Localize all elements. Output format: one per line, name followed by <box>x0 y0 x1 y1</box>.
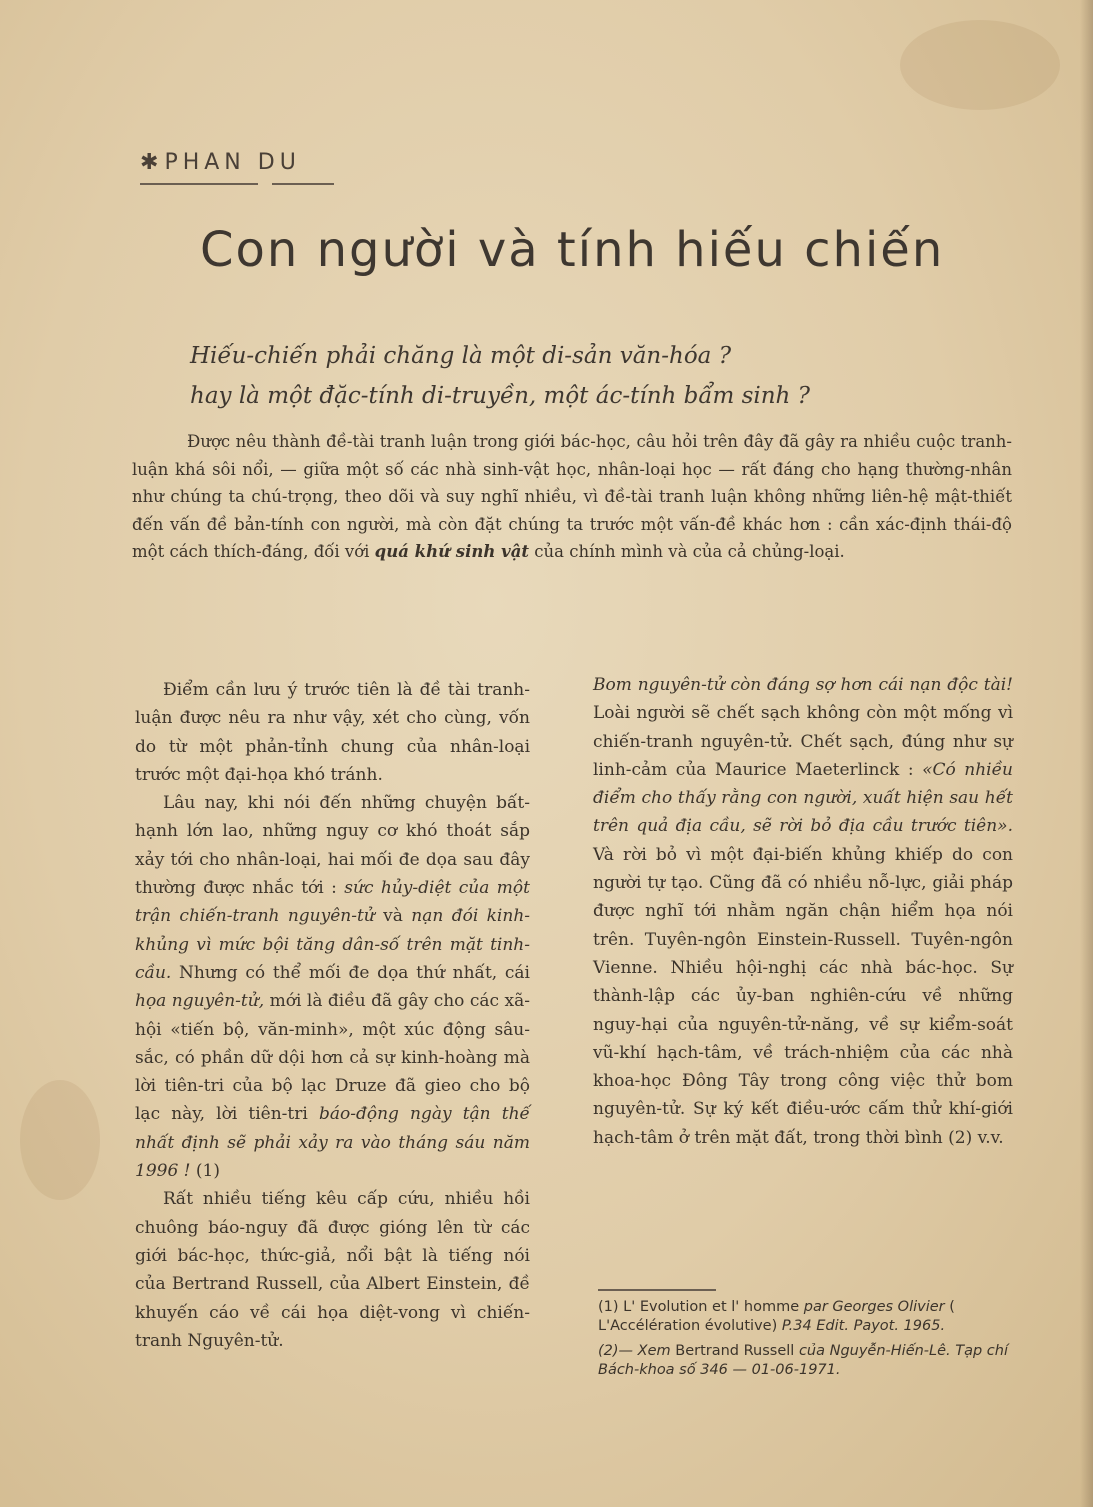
quote: «Có nhiều điểm cho thấy rằng con người, xuất hiện sau hết trên quả địa cầu, sẽ rời bỏ địa cầu trước tiên». <box>593 759 1013 837</box>
emphasis: báo-động ngày tận thế nhất định sẽ phải xảy ra vào tháng sáu năm 1996 ! <box>135 1104 530 1182</box>
footnote-1 <box>598 1298 1018 1336</box>
text-run: Nhưng có thể mối đe dọa thứ nhất, cái <box>179 962 530 983</box>
text-run: Bertrand Russell <box>675 1343 795 1359</box>
author-byline <box>140 150 301 175</box>
intro-text: của chính mình và của cả chủng-loại. <box>534 542 845 561</box>
footnote-rule <box>598 1289 716 1291</box>
paragraph <box>135 789 530 1185</box>
author-name: PHAN DU <box>164 150 301 175</box>
intro-paragraph <box>132 428 1012 566</box>
emphasis: họa nguyên-tử, <box>135 991 265 1012</box>
emphasis: sức hủy-diệt của một trận chiến-tranh nguyên-tử <box>135 878 530 927</box>
text-run: ( L'Accélération évolutive) <box>598 1299 955 1334</box>
author-underline <box>272 183 334 185</box>
footnote-ref: (1) <box>195 1161 220 1182</box>
author-underline <box>140 183 258 185</box>
text-run: mới là điều đã gây cho các xã-hội «tiến bộ, văn-minh», một xúc động sâu-sắc, có phần dữ dội hơn cả sự kinh-hoàng mà lời tiên-tri của bộ lạc Druze đã gieo cho bộ lạc này, lời tiên-tri <box>135 991 531 1125</box>
paper-stain <box>20 1080 100 1200</box>
page-edge-shadow <box>1080 0 1093 1507</box>
text-run: và <box>383 906 403 927</box>
paper-stain <box>900 20 1060 110</box>
paragraph: Rất nhiều tiếng kêu cấp cứu, nhiều hồi chuông báo-nguy đã được gióng lên từ các giới bác-học, thức-giả, nổi bật là tiếng nói của Bertrand Russell, của Albert Einstein, đề khuyến cáo về cái họa diệt-vong vì chiến-tranh Nguyên-tử. <box>135 1189 530 1351</box>
emphasis: Bom nguyên-tử còn đáng sợ hơn cái nạn độc tài! <box>593 675 1013 695</box>
text-run: (1) L' Evolution et l' homme <box>598 1299 800 1315</box>
star-icon: ✱ <box>140 150 159 175</box>
emphasis: nạn đói kinh-khủng vì mức bội tăng dân-số trên mặt tinh-cầu. <box>135 906 531 983</box>
paragraph: Điểm cần lưu ý trước tiên là đề tài tranh-luận được nêu ra như vậy, xét cho cùng, vốn do từ một phản-tỉnh chung của nhân-loại trước một đại-họa khó tránh. <box>135 680 530 785</box>
intro-text: Được nêu thành đề-tài tranh luận trong giới bác-học, câu hỏi trên đây đã gây ra nhiều cuộc tranh-luận khá sôi nổi, — giữa một số các nhà sinh-vật học, nhân-loại học — rất đáng cho hạng thường-nhân như chúng ta chú-trọng, theo dõi và suy nghĩ nhiều, vì đề-tài tranh luận không những liên-hệ mật-thiết đến vấn đề bản-tính con người, mà còn đặt chúng ta trước một vấn-đề khác hơn : cần xác-định thái-độ một cách thích-đáng, đối với <box>132 432 1012 561</box>
subtitle-line: Hiếu-chiến phải chăng là một di-sản văn-hóa ? <box>190 343 732 369</box>
paragraph <box>593 671 1013 1152</box>
article-subtitle <box>190 336 1010 416</box>
emphasis: par Georges Olivier <box>803 1299 945 1315</box>
column-right <box>593 671 1013 1152</box>
emphasis: của Nguyễn-Hiến-Lê. Tạp chí Bách-khoa số 346 — 01-06-1971. <box>598 1343 1008 1378</box>
text-run: Loài người sẽ chết sạch không còn một mống vì chiến-tranh nguyên-tử. Chết sạch, đúng như sự linh-cảm của Maurice Maeterlinck : <box>593 703 1013 780</box>
emphasis: (2)— Xem <box>598 1343 671 1359</box>
footnotes <box>598 1298 1018 1386</box>
article-title: Con người và tính hiếu chiến <box>200 222 945 278</box>
footnote-2 <box>598 1342 1018 1380</box>
emphasis: P.34 Edit. Payot. 1965. <box>781 1318 946 1334</box>
column-left <box>135 676 530 1355</box>
subtitle-line: hay là một đặc-tính di-truyền, một ác-tính bẩm sinh ? <box>190 383 811 409</box>
text-run: Lâu nay, khi nói đến những chuyện bất-hạnh lớn lao, những nguy cơ khó thoát sắp xảy tới cho nhân-loại, hai mối đe dọa sau đây thường được nhắc tới : <box>135 793 530 899</box>
intro-emphasis: quá khứ sinh vật <box>374 542 530 561</box>
text-run: Và rời bỏ vì một đại-biến khủng khiếp do con người tự tạo. Cũng đã có nhiều nỗ-lực, giải pháp được nghĩ tới nhằm ngăn chận hiểm họa nói trên. Tuyên-ngôn Einstein-Russell. Tuyên-ngôn Vienne. Nhiều hội-nghị các nhà bác-học. Sự thành-lập các ủy-ban nghiên-cứu về những nguy-hại của nguyên-tử-năng, về sự kiểm-soát vũ-khí hạch-tâm, về trách-nhiệm của các nhà khoa-học Đông Tây trong công việc thử bom nguyên-tử. Sự ký kết điều-ước cấm thử khí-giới hạch-tâm ở trên mặt đất, trong thời bình (2) v.v. <box>593 844 1013 1148</box>
